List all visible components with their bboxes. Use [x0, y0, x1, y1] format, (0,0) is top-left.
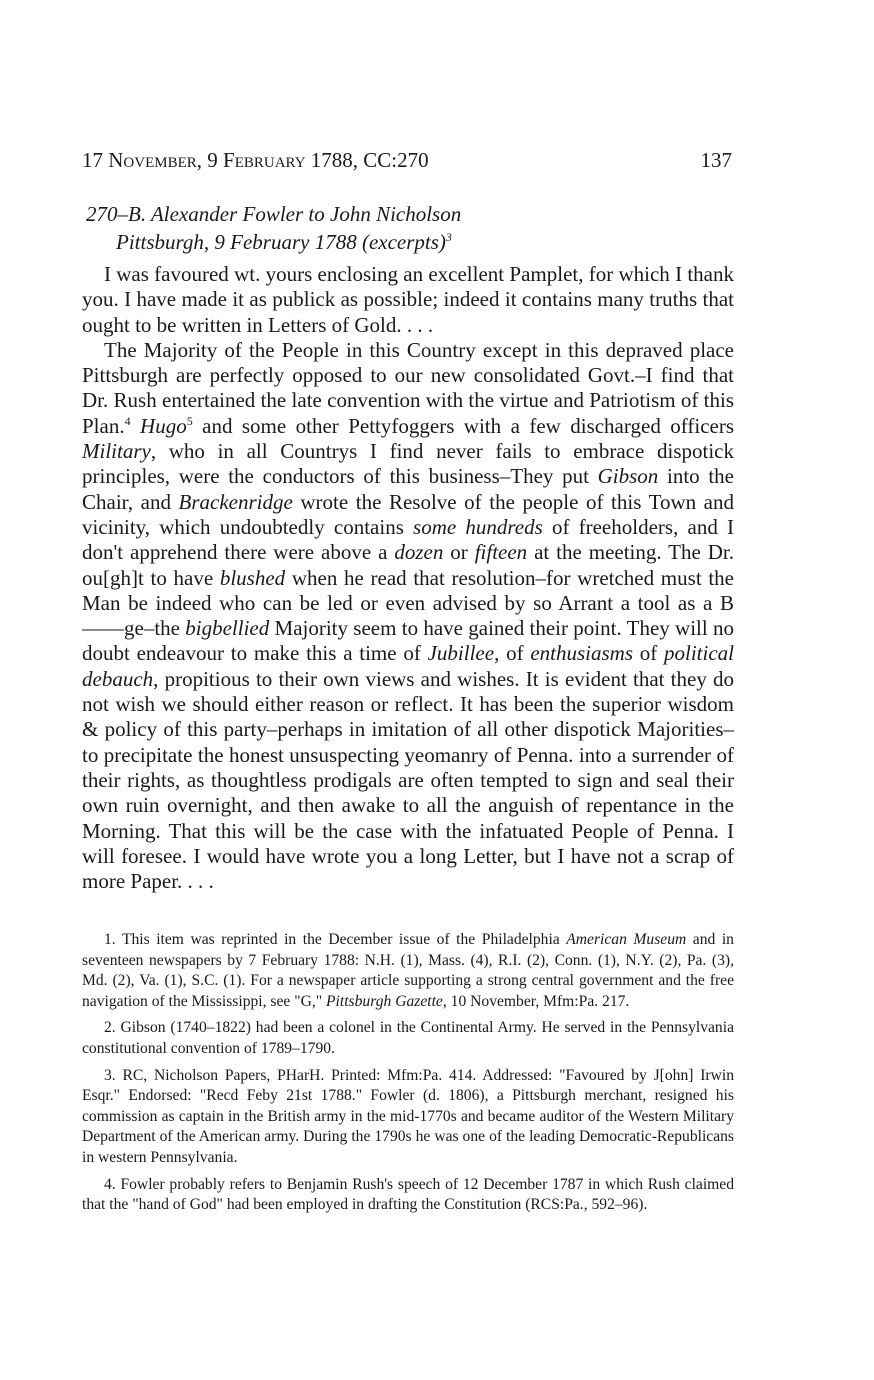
- running-title: 17 November, 9 February 1788, CC:270: [82, 148, 429, 172]
- date-rest: 1788, CC:270: [310, 148, 429, 172]
- heading-title: 270–B. Alexander Fowler to John Nicholson: [86, 202, 462, 226]
- date-a: 17 November: [82, 148, 197, 172]
- document-heading: [86, 200, 461, 256]
- footnote-ref: 3: [445, 230, 452, 244]
- footnotes: [82, 930, 734, 1222]
- footnote-1: 1. This item was reprinted in the December issue of the Philadelphia American Museum and in seventeen newspapers by 7 February 1788: N.H. (1), Mass. (4), R.I. (2), Conn. (1), N.Y. (2), Pa. (3), Md. (2), Va. (1), S.C. (1). For a newspaper article supporting a strong central government and the free navigation of the Mississippi, see "G," Pittsburgh Gazette, 10 November, Mfm:Pa. 217.: [82, 931, 734, 1010]
- footnote-ref: 4: [124, 413, 131, 428]
- footnote-4: 4. Fowler probably refers to Benjamin Rush's speech of 12 December 1787 in which Rush claimed that the "hand of God" had been employed in drafting the Constitution (RCS:Pa., 592–96).: [82, 1175, 734, 1214]
- date-b: 9 February: [207, 148, 306, 172]
- letter-body: [82, 262, 734, 894]
- footnote-3: 3. RC, Nicholson Papers, PHarH. Printed: Mfm:Pa. 414. Addressed: "Favoured by J[ohn] Irwin Esqr." Endorsed: "Recd Feby 21st 1788." Fowler (d. 1806), a Pittsburgh merchant, resigned his commission as captain in the British army in the mid-1770s and became auditor of the Western Military Department of the American army. During the 1790s he was one of the leading Democratic-Republicans in western Pennsylvania.: [82, 1066, 734, 1166]
- paragraph-1: I was favoured wt. yours enclosing an excellent Pamplet, for which I thank you. I have made it as publick as possible; indeed it contains many truths that ought to be written in Letters of Gold. . . .: [82, 262, 734, 337]
- footnote-ref: 5: [186, 413, 193, 428]
- page-number: 137: [700, 148, 732, 172]
- paragraph-2: The Majority of the People in this Country except in this depraved place Pittsburgh are perfectly opposed to our new consolidated Govt.–I find that Dr. Rush entertained the late convention with the virtue and Patriotism of this Plan.$^4$ Hugo$^5$ and some other Pettyfoggers with a few discharged officers Military, who in all Countrys I find never fails to embrace dispotick principles, were the conductors of this business–They put Gibson into the Chair, and Brackenridge wrote the Resolve of the people of this Town and vicinity, which undoubtedly contains some hundreds of freeholders, and I don't apprehend there were above a dozen or fifteen at the meeting. The Dr. ou[gh]t to have blushed when he read that resolution–for wretched must the Man be indeed who can be led or even advised by so Arrant a tool as a B——ge–the bigbellied Majority seem to have gained their point. They will no doubt endeavour to make this a time of Jubillee, of enthusiasms of political debauch, propitious to their own views and wishes. It is evident that they do not wish we should either reason or reflect. It has been the superior wisdom & policy of this party–perhaps in imitation of all other dispotick Majorities–to precipitate the honest unsuspecting yeomanry of Penna. into a surrender of their rights, as thoughtless prodigals are often tempted to sign and seal their own ruin overnight, and then awake to all the anguish of repentance in the Morning. That this will be the case with the infatuated People of Penna. I will foresee. I would have wrote you a long Letter, but I have not a scrap of more Paper. . . .: [82, 337, 735, 894]
- running-header: [82, 148, 732, 173]
- heading-dateline: Pittsburgh, 9 February 1788 (excerpts)$^3$: [116, 230, 452, 254]
- footnote-2: 2. Gibson (1740–1822) had been a colonel in the Continental Army. He served in the Pennsylvania constitutional convention of 1789–1790.: [82, 1019, 734, 1057]
